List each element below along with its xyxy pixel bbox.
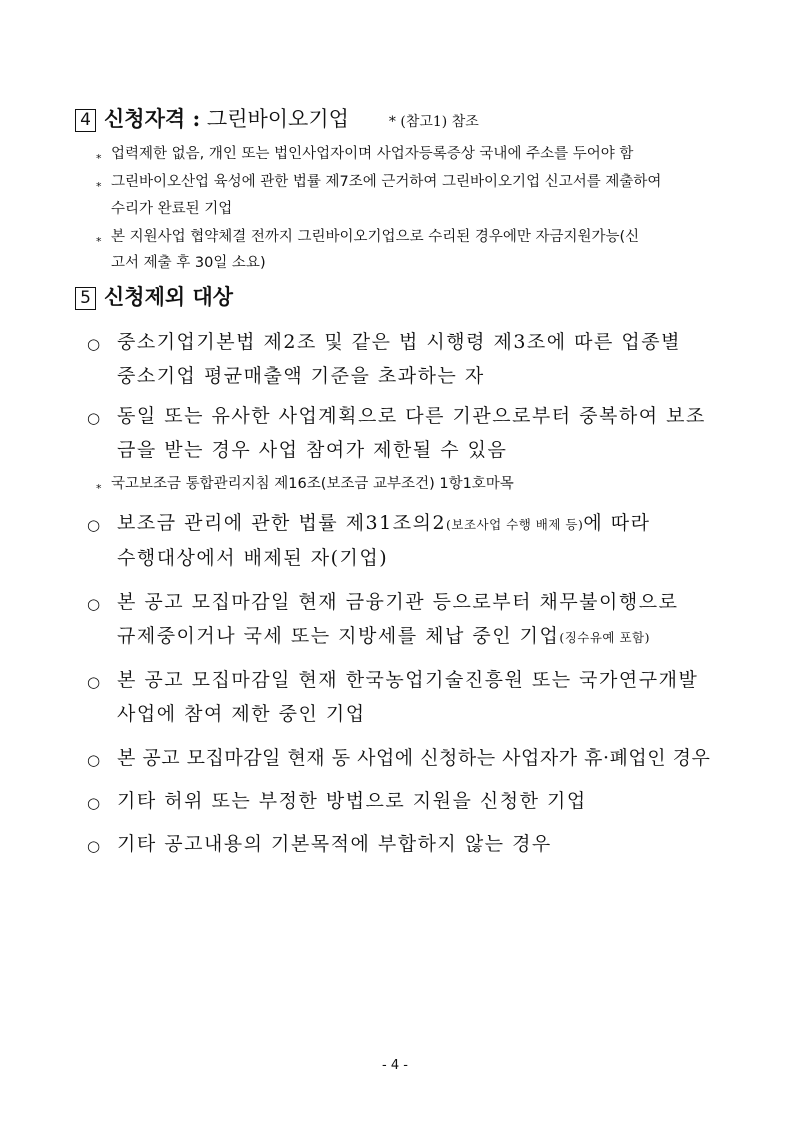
list-item-line: 동일 또는 유사한 사업계획으로 다른 기관으로부터 중복하여 보조	[117, 405, 706, 427]
bullet-star: *	[96, 482, 102, 495]
item-text: 보조금 관리에 관한 법률 제31조의2	[117, 512, 447, 534]
item-text: 에 따라	[583, 512, 651, 534]
bullet-circle: ○	[87, 751, 101, 769]
list-item-line: 본 공고 모집마감일 현재 동 사업에 신청하는 사업자가 휴·폐업인 경우	[117, 747, 711, 769]
list-item-line: 기타 공고내용의 기본목적에 부합하지 않는 경우	[117, 833, 552, 855]
item-text-small: (징수유예 포함)	[559, 630, 651, 645]
section5-title: 신청제외 대상	[104, 284, 234, 309]
page-number: - 4 -	[382, 1058, 408, 1073]
bullet-circle: ○	[87, 335, 101, 353]
bullet-circle: ○	[87, 516, 101, 534]
list-item-line	[117, 627, 650, 646]
item-text-small: (보조사업 수행 배제 등)	[446, 517, 584, 532]
list-item-line: 사업에 참여 제한 중인 기업	[117, 703, 366, 725]
note-line: 수리가 완료된 기업	[111, 201, 233, 217]
note-line: 본 지원사업 협약체결 전까지 그린바이오기업으로 수리된 경우에만 자금지원가능(신	[111, 229, 640, 245]
section4-heading	[75, 108, 479, 132]
bullet-circle: ○	[87, 595, 101, 613]
bullet-circle: ○	[87, 794, 101, 812]
section4-value: 그린바이오기업	[206, 107, 349, 131]
section4-reference: * (참고1) 참조	[388, 114, 479, 130]
list-item-line: 본 공고 모집마감일 현재 금융기관 등으로부터 채무불이행으로	[117, 591, 679, 613]
list-item-line: 금을 받는 경우 사업 참여가 제한될 수 있음	[117, 439, 508, 461]
bullet-circle: ○	[87, 673, 101, 691]
bullet-star: *	[96, 152, 102, 165]
bullet-circle: ○	[87, 409, 101, 427]
note-line: 국고보조금 통합관리지침 제16조(보조금 교부조건) 1항1호마목	[111, 476, 514, 492]
section4-title: 신청자격 :	[104, 106, 201, 131]
note-line: 업력제한 없음, 개인 또는 법인사업자이며 사업자등록증상 국내에 주소를 두어야 함	[111, 146, 634, 162]
section5-heading	[75, 286, 233, 310]
bullet-circle: ○	[87, 837, 101, 855]
bullet-star: *	[96, 235, 102, 248]
item-text: 규제중이거나 국세 또는 지방세를 체납 중인 기업	[117, 625, 560, 647]
list-item-line: 본 공고 모집마감일 현재 한국농업기술진흥원 또는 국가연구개발	[117, 669, 699, 691]
list-item-line: 수행대상에서 배제된 자(기업)	[117, 547, 389, 569]
note-line: 고서 제출 후 30일 소요)	[111, 255, 266, 271]
list-item-line	[117, 514, 651, 533]
list-item-line: 중소기업기본법 제2조 및 같은 법 시행령 제3조에 따른 업종별	[117, 331, 681, 353]
note-line: 그린바이오산업 육성에 관한 법률 제7조에 근거하여 그린바이오기업 신고서를 제출하여	[111, 174, 662, 190]
section-number-box: 5	[75, 287, 96, 310]
section-number-box: 4	[75, 109, 96, 132]
bullet-star: *	[96, 180, 102, 193]
list-item-line: 기타 허위 또는 부정한 방법으로 지원을 신청한 기업	[117, 790, 587, 812]
list-item-line: 중소기업 평균매출액 기준을 초과하는 자	[117, 365, 485, 387]
